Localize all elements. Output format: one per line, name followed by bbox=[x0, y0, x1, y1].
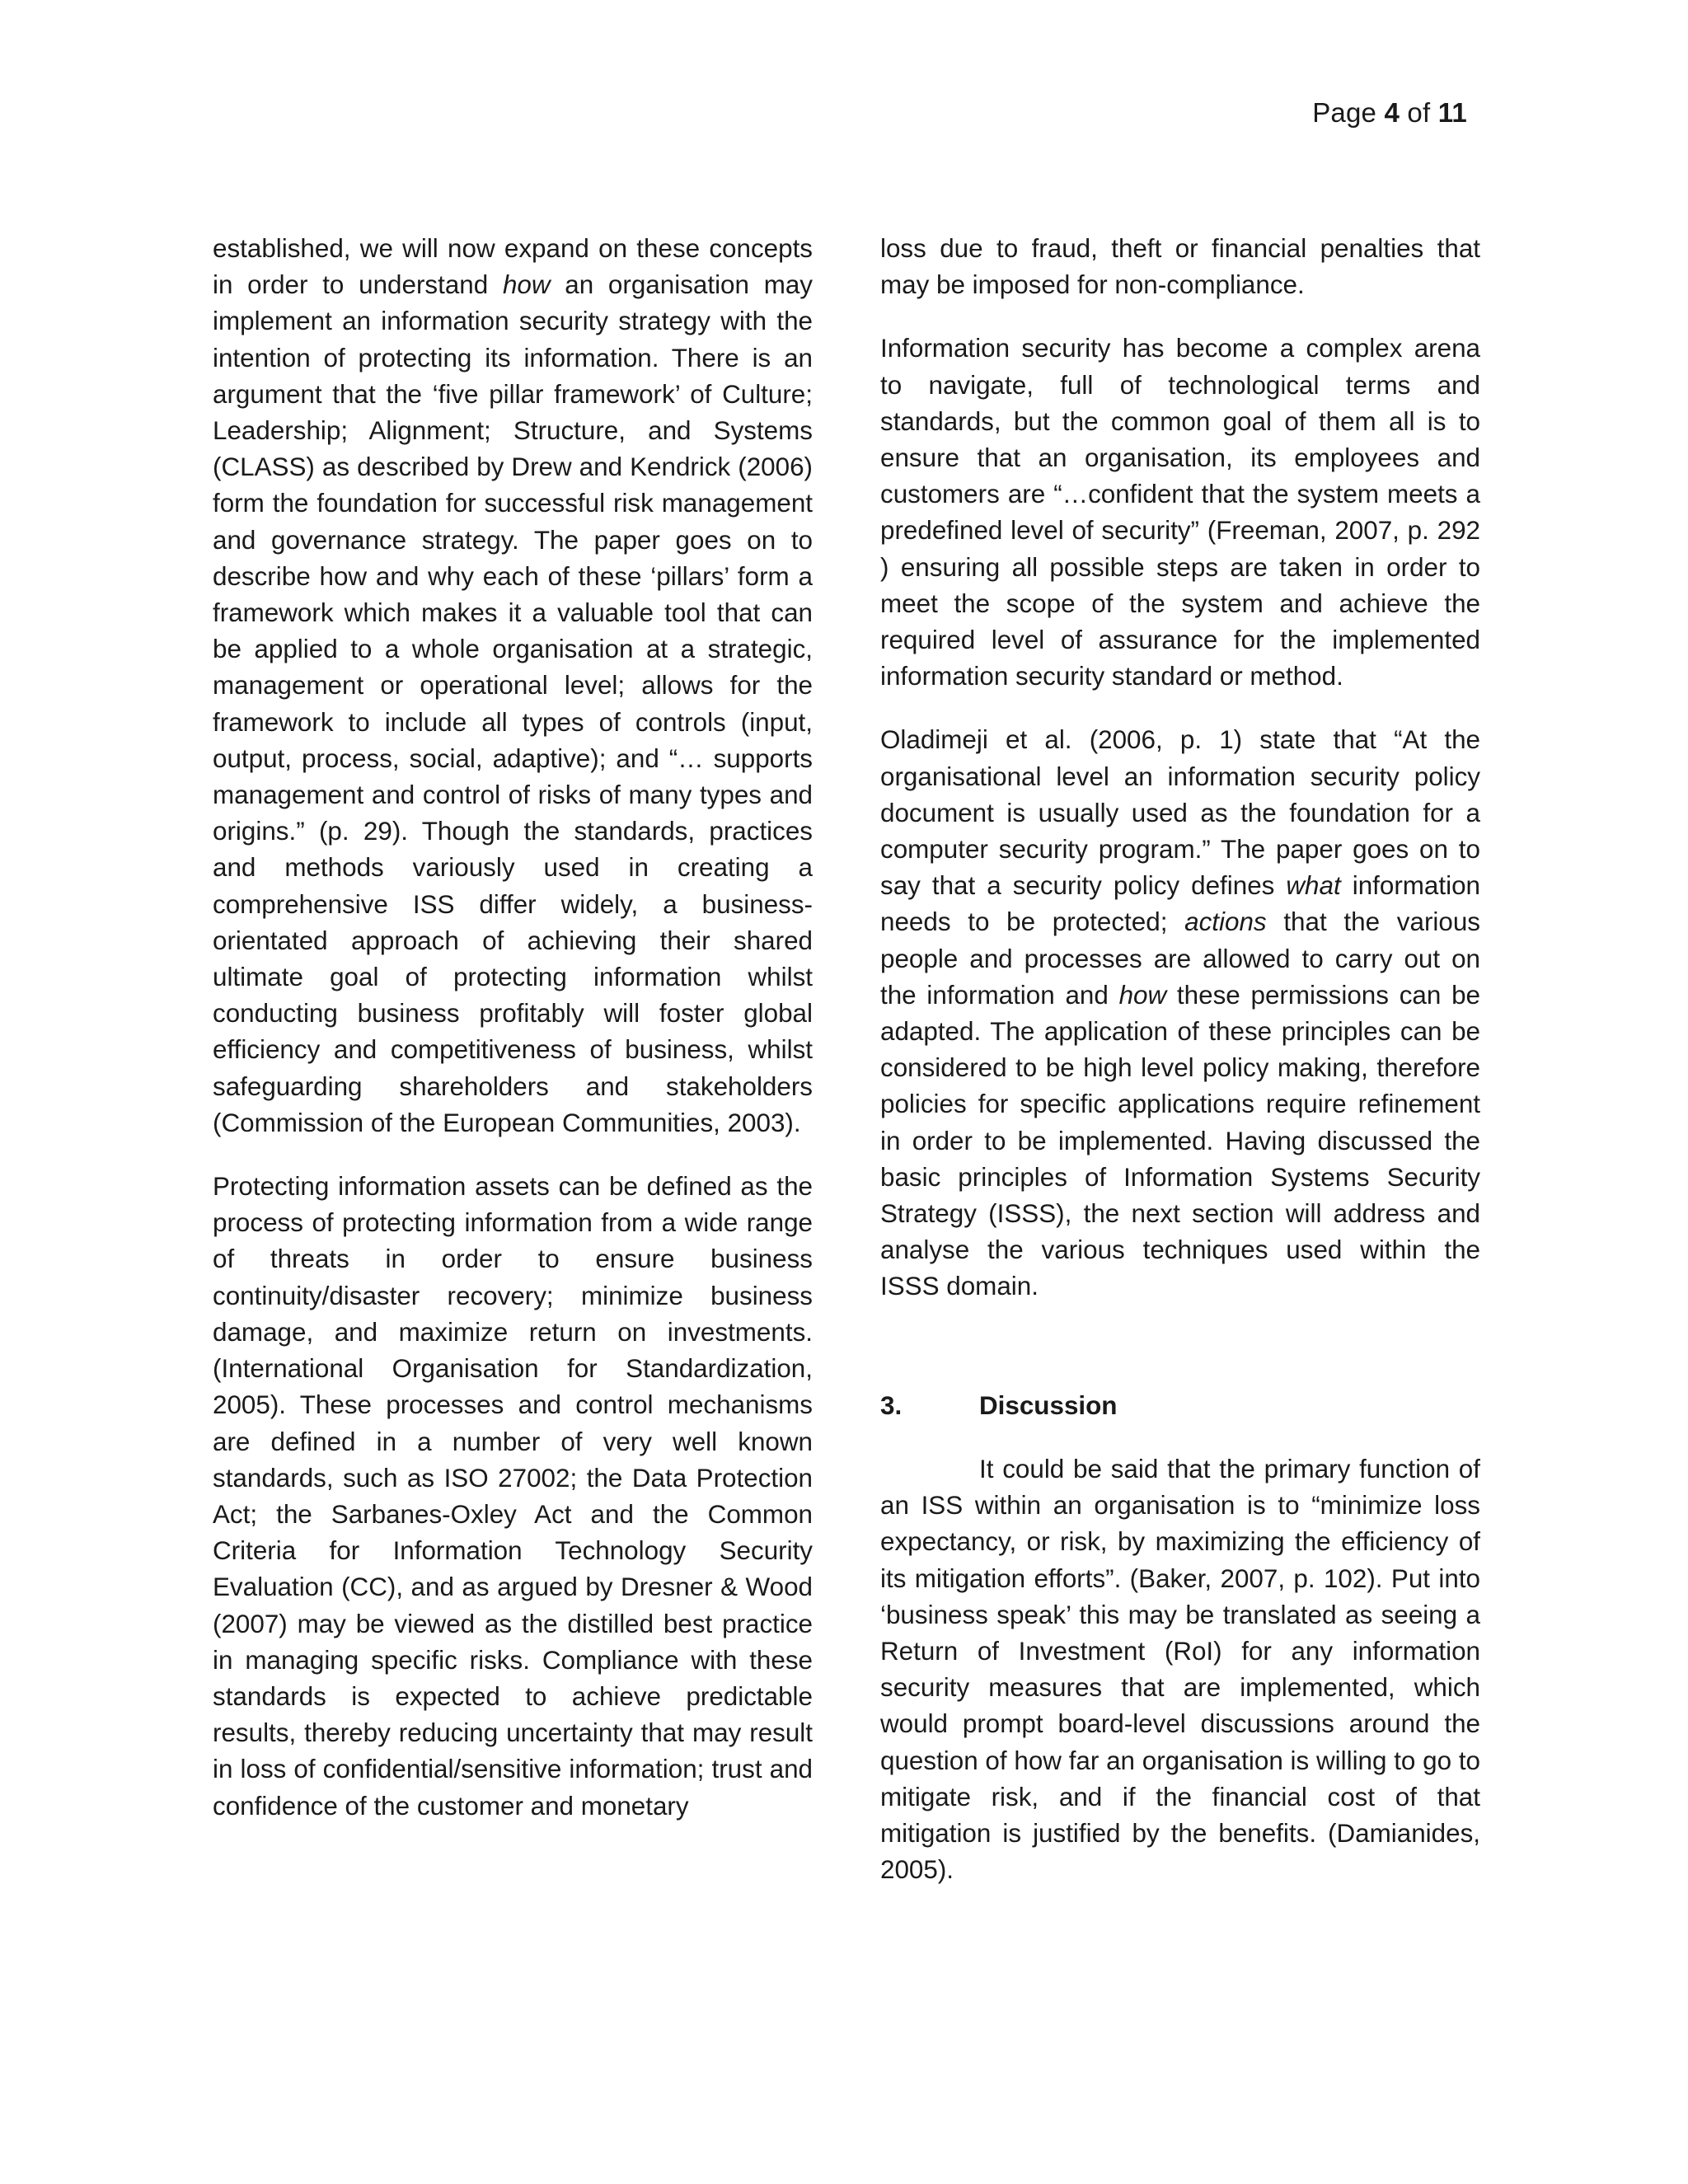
page-current: 4 bbox=[1384, 97, 1400, 128]
paragraph: Oladimeji et al. (2006, p. 1) state that “At the organisational level an information security policy document is usually used as the foundation for a computer security program.” The paper goes on to say that a security policy defines what information needs to be protected; actions that the various people and processes are allowed to carry out on the information and how these permissions can be adapted. The application of these principles can be considered to be high level policy making, therefore policies for specific applications require refinement in order to be implemented. Having discussed the basic principles of Information Systems Security Strategy (ISSS), the next section will address and analyse the various techniques used within the ISSS domain. bbox=[880, 725, 1480, 1301]
right-column bbox=[880, 231, 1480, 1915]
page-prefix: Page bbox=[1312, 97, 1385, 128]
page-separator: of bbox=[1400, 97, 1438, 128]
paragraph: Protecting information assets can be defined as the process of protecting information from a wide range of threats in order to ensure business continuity/disaster recovery; minimize business damage, and maximize return on investments. (International Organisation for Standardization, 2005). These processes and control mechanisms are defined in a number of very well known standards, such as ISO 27002; the Data Protection Act; the Sarbanes-Oxley Act and the Common Criteria for Information Technology Security Evaluation (CC), and as argued by Dresner & Wood (2007) may be viewed as the distilled best practice in managing specific risks. Compliance with these standards is expected to achieve predictable results, thereby reducing uncertainty that may result in loss of confidential/sensitive information; trust and confidence of the customer and monetary bbox=[213, 1172, 813, 1821]
page-total: 11 bbox=[1437, 97, 1467, 128]
page-number bbox=[1312, 97, 1467, 129]
left-column bbox=[213, 231, 813, 1852]
section-heading bbox=[880, 1388, 1480, 1424]
paragraph: established, we will now expand on these concepts in order to understand how an organisation may implement an information security strategy with the intention of protecting its information. There is an argument that the ‘five pillar framework’ of Culture; Leadership; Alignment; Structure, and Systems (CLASS) as described by Drew and Kendrick (2006) form the foundation for successful risk management and governance strategy. The paper goes on to describe how and why each of these ‘pillars’ form a framework which makes it a valuable tool that can be applied to a whole organisation at a strategic, management or operational level; allows for the framework to include all types of controls (input, output, process, social, adaptive); and “… supports management and control of risks of many types and origins.” (p. 29). Though the standards, practices and methods variously used in creating a comprehensive ISS differ widely, a business-orientated approach of achieving their shared ultimate goal of protecting information whilst conducting business profitably will foster global efficiency and competitiveness of business, whilst safeguarding shareholders and stakeholders (Commission of the European Communities, 2003). bbox=[213, 234, 813, 1137]
paragraph: Information security has become a complex arena to navigate, full of technological terms and standards, but the common goal of them all is to ensure that an organisation, its employees and customers are “…confident that the system meets a predefined level of security” (Freeman, 2007, p. 292 ) ensuring all possible steps are taken in order to meet the scope of the system and achieve the required level of assurance for the implemented information security standard or method. bbox=[880, 334, 1480, 691]
section-number: 3. bbox=[880, 1390, 903, 1420]
section-title: Discussion bbox=[979, 1390, 1118, 1420]
paragraph: It could be said that the primary function of an ISS within an organisation is to “minimize loss expectancy, or risk, by maximizing the efficiency of its mitigation efforts”. (Baker, 2007, p. 102). Put into ‘business speak’ this may be translated as seeing a Return of Investment (RoI) for any information security measures that are implemented, which would prompt board-level discussions around the question of how far an organisation is willing to go to mitigate risk, and if the financial cost of that mitigation is justified by the benefits. (Damianides, 2005). bbox=[880, 1454, 1480, 1885]
paragraph: loss due to fraud, theft or financial penalties that may be imposed for non-compliance. bbox=[880, 234, 1480, 300]
